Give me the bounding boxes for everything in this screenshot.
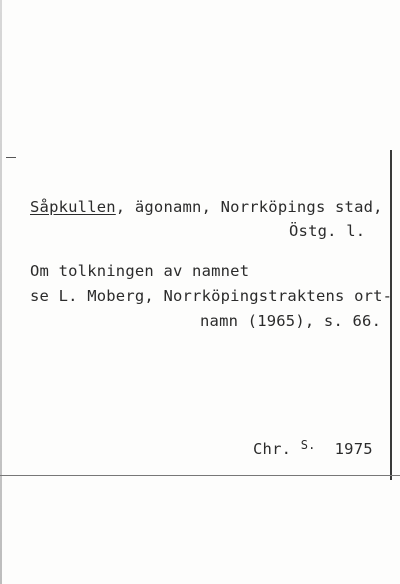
entry-line-5: namn (1965), s. 66. [200, 312, 382, 330]
entry-line-4: se L. Moberg, Norrköpingstraktens ort- [30, 287, 393, 305]
card-right-edge [390, 150, 392, 480]
entry-line-1 [30, 198, 383, 216]
margin-tick-top [6, 157, 16, 158]
entry-line-3: Om tolkningen av namnet [30, 262, 250, 280]
signature-initial: S. [300, 438, 316, 452]
signature [253, 440, 373, 458]
signature-name: Chr. [253, 440, 292, 458]
signature-year: 1975 [334, 440, 373, 458]
headword-description: , ägonamn, Norrköpings stad, [115, 198, 383, 216]
entry-line-2: Östg. l. [289, 222, 366, 240]
bottom-rule [0, 475, 400, 476]
headword: Såpkullen [30, 198, 116, 216]
card-left-edge [0, 0, 2, 584]
